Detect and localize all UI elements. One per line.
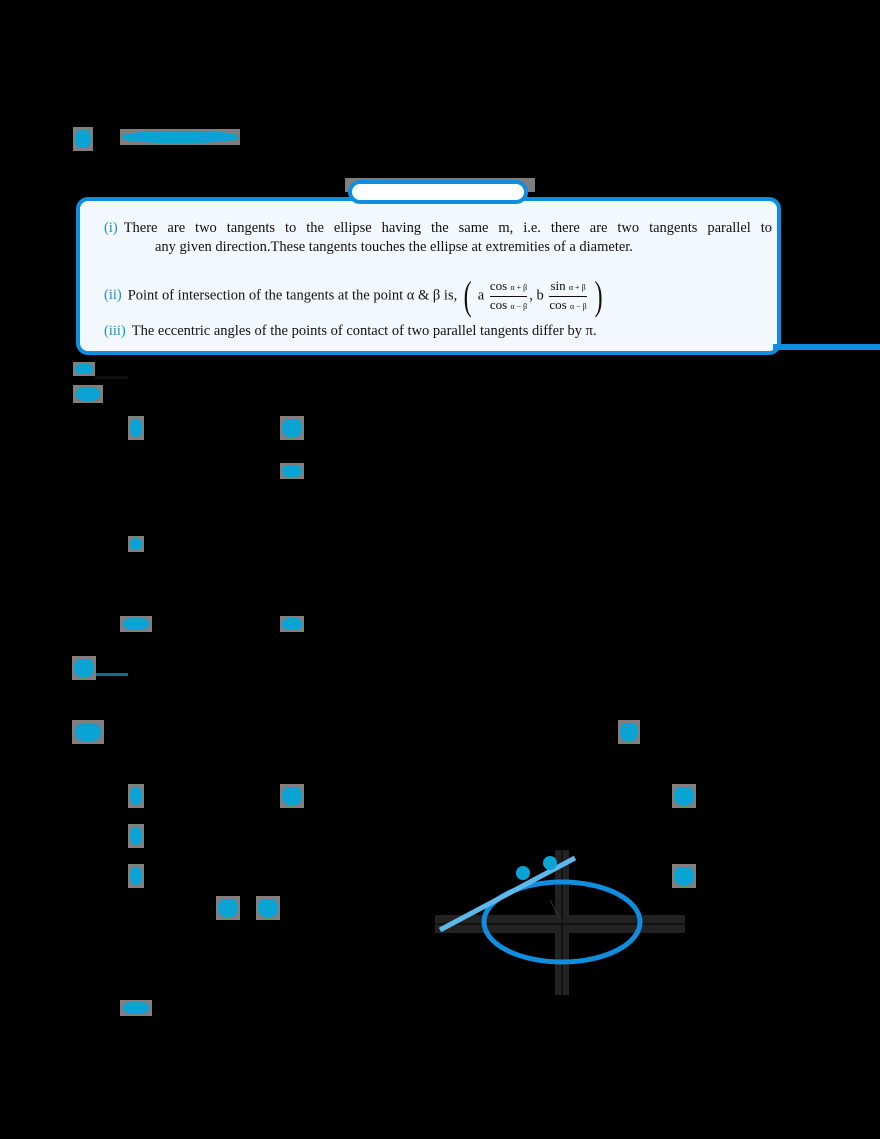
- option-c-marker: [128, 536, 144, 552]
- note-item-1: [104, 219, 772, 238]
- fraction-b: [549, 278, 586, 314]
- step-marker: [280, 463, 304, 479]
- left-paren: (: [463, 273, 472, 318]
- note-item-1-continued: [155, 238, 633, 257]
- fraction-a: [490, 278, 527, 314]
- arg-sum: α + β: [510, 283, 528, 292]
- solution-badge-2: [72, 720, 104, 744]
- section-title-badge: [120, 129, 240, 145]
- point-label-marker: [516, 866, 530, 880]
- answer-marker: [120, 616, 152, 632]
- figure-label-marker: [618, 720, 640, 744]
- note-item-number: (ii): [104, 287, 122, 304]
- example-badge: [73, 362, 95, 376]
- option-d-marker-2: [128, 864, 144, 888]
- fn-cos: cos: [489, 278, 508, 293]
- note-item-3: [104, 322, 597, 341]
- note-item-text: Point of intersection of the tangents at the point α & β is,: [127, 287, 458, 304]
- note-item-text: There are two tangents to the ellipse having the same m, i.e. there are two tangents parallel to: [123, 220, 772, 236]
- formula-b: b: [536, 287, 544, 304]
- note-item-2: (ii) Point of intersection of the tangents at the point α & β is, ( a $\frac{\text{cos α + β}}{\text{cos α − β}}$ , b $\frac{\text{sin α + β}}{\text{cos α − β}}$ ): [104, 273, 604, 318]
- option-b-marker: [280, 416, 304, 440]
- option-b-marker-2: [280, 784, 304, 808]
- example-underline-2: [96, 673, 128, 676]
- note-item-text: The eccentric angles of the points of contact of two parallel tangents differ by π.: [131, 323, 597, 339]
- answer-marker-2: [120, 1000, 152, 1016]
- note-box-tab: [348, 180, 528, 204]
- formula-marker-1: [216, 896, 240, 920]
- arg-sum: α + β: [568, 283, 586, 292]
- ellipse-diagram: [430, 845, 720, 1005]
- note-box-rule: [773, 344, 880, 350]
- option-a-marker: [128, 416, 144, 440]
- right-paren: ): [595, 273, 604, 318]
- option-d-marker: [280, 616, 304, 632]
- section-number-badge: [73, 127, 93, 151]
- solution-badge: [73, 385, 103, 403]
- right-marker-1: [672, 784, 696, 808]
- example-underline: [95, 376, 128, 379]
- note-item-number: (i): [104, 220, 118, 236]
- formula-a: a: [477, 287, 485, 304]
- option-c-marker-2: [128, 824, 144, 848]
- note-item-text: any given direction.These tangents touches the ellipse at extremities of a diameter.: [155, 239, 633, 255]
- arg-diff: α − β: [569, 302, 587, 311]
- example-badge-2: [72, 656, 96, 680]
- note-item-number: (iii): [104, 323, 126, 339]
- fn-cos: cos: [549, 297, 567, 312]
- formula-marker-2: [256, 896, 280, 920]
- fn-cos: cos: [489, 297, 508, 312]
- fn-sin: sin: [550, 278, 566, 293]
- option-a-marker-2: [128, 784, 144, 808]
- point-label-marker: [543, 856, 557, 870]
- arg-diff: α − β: [510, 302, 528, 311]
